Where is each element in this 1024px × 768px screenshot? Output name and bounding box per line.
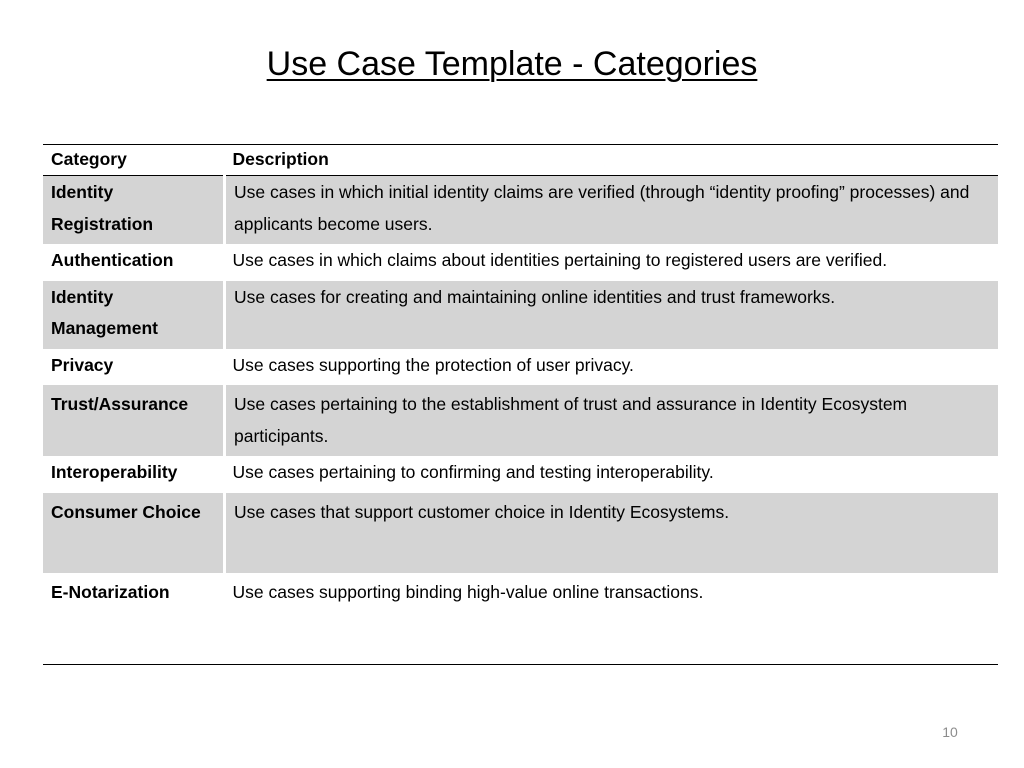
category-cell: Authentication [51,250,174,270]
slide-title: Use Case Template - Categories [266,45,758,83]
category-cell: Identity Management [43,281,225,349]
description-cell: Use cases supporting binding high-value online transactions. [232,581,704,602]
table-row [43,176,998,245]
description-cell: Use cases pertaining to the establishment of trust and assurance in Identity Ecosystem participants. [225,385,999,456]
table-row [43,573,998,665]
category-cell: Interoperability [51,462,178,482]
table-row [43,493,998,573]
description-cell: Use cases in which claims about identities pertaining to registered users are verified. [232,250,888,270]
page-number: 10 [942,724,958,740]
description-cell: Use cases for creating and maintaining online identities and trust frameworks. [225,281,999,349]
category-cell: Consumer Choice [43,493,225,573]
description-cell: Use cases supporting the protection of user privacy. [232,354,634,375]
header-category: Category [51,149,127,169]
description-cell: Use cases in which initial identity claims are verified (through “identity proofing” processes) and applicants become users. [225,176,999,245]
description-cell: Use cases pertaining to confirming and testing interoperability. [232,462,714,482]
category-cell: Privacy [51,354,114,375]
categories-table [43,144,998,665]
table-row [43,244,998,281]
header-description: Description [232,149,329,169]
table-header-row [43,145,998,176]
table-row [43,349,998,386]
table-row [43,456,998,493]
description-cell: Use cases that support customer choice in Identity Ecosystems. [225,493,999,573]
table-row [43,281,998,349]
table-row [43,385,998,456]
category-cell: E-Notarization [51,581,170,602]
category-cell: Identity Registration [43,176,225,245]
category-cell: Trust/Assurance [43,385,225,456]
